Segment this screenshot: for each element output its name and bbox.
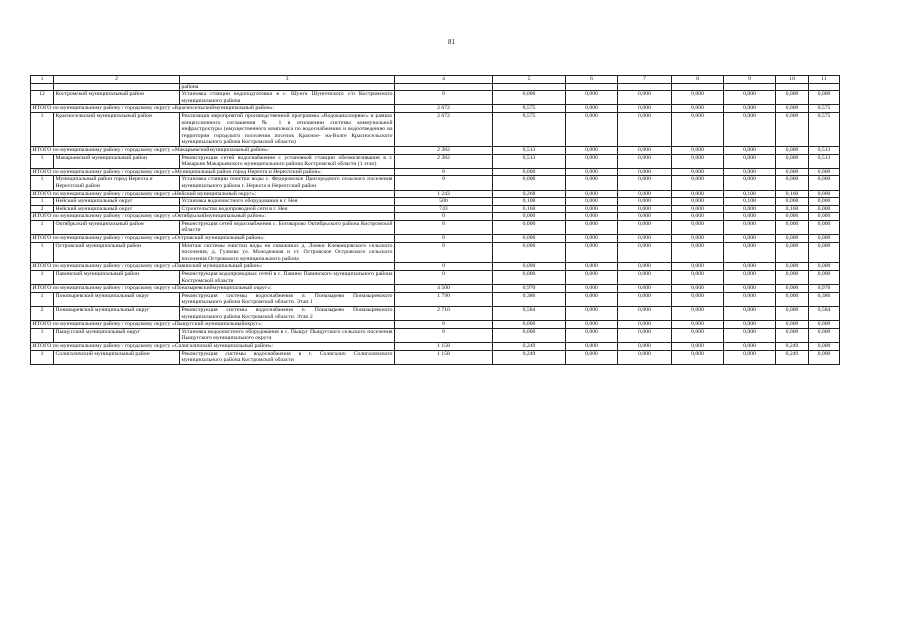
- table-row: [31, 112, 840, 146]
- value-cell: 0,000: [724, 168, 776, 176]
- value-cell: 0,000: [776, 321, 809, 329]
- municipality-name: Пыщугский муниципальный округ: [54, 328, 180, 342]
- subtotal-row: [31, 235, 840, 243]
- table-row: [31, 154, 840, 168]
- value-cell: 0,000: [566, 271, 618, 285]
- value-cell: 0,513: [493, 154, 566, 168]
- value-cell: 0,000: [566, 91, 618, 105]
- value-cell: 0,000: [493, 235, 566, 243]
- value-cell: 0,000: [724, 242, 776, 263]
- column-number-header-row: [31, 76, 840, 84]
- table-row: [31, 220, 840, 234]
- value-cell: 0,000: [566, 205, 618, 213]
- header-cell: 3: [180, 76, 395, 84]
- value-cell: 0,000: [672, 112, 724, 146]
- header-cell: 9: [724, 76, 776, 84]
- value-cell: 0,000: [776, 292, 809, 306]
- measure-description: Установка станции очистки воды с. Федоровское Пригородного сельского поселения муниципального района г. Нерехта и Нерехтский район: [181, 176, 393, 189]
- value-cell: 0: [395, 213, 493, 221]
- value-cell: 0,249: [776, 350, 809, 364]
- value-cell: 0,000: [493, 213, 566, 221]
- value-cell: 0,000: [724, 328, 776, 342]
- value-cell: 0,000: [724, 146, 776, 154]
- value-cell: 0,000: [618, 271, 672, 285]
- value-cell: 0,000: [724, 350, 776, 364]
- value-cell: [809, 83, 840, 91]
- header-cell: 1: [31, 76, 54, 84]
- municipality-name: Поназыревский муниципальный округ: [54, 307, 180, 321]
- subtotal-label: ИТОГО по муниципальному району / городскому округу «Павинский муниципальный район»:: [31, 263, 395, 271]
- value-cell: 0,000: [672, 154, 724, 168]
- value-cell: 0,000: [493, 91, 566, 105]
- value-cell: 0,000: [776, 242, 809, 263]
- value-cell: 0,000: [566, 285, 618, 293]
- value-cell: 0,000: [618, 321, 672, 329]
- value-cell: 0,000: [776, 154, 809, 168]
- value-cell: 0,000: [809, 220, 840, 234]
- value-cell: 0,000: [618, 154, 672, 168]
- value-cell: 0,000: [566, 105, 618, 113]
- subtotal-row: [31, 321, 840, 329]
- value-cell: 0,000: [672, 350, 724, 364]
- row-number: 1: [31, 242, 54, 263]
- value-cell: 0,000: [672, 213, 724, 221]
- value-cell: 0,000: [776, 176, 809, 190]
- header-cell: 10: [776, 76, 809, 84]
- subtotal-label: ИТОГО по муниципальному району / городскому округу «Муниципальный район город Нерехта и Нерехтский район»:: [31, 168, 395, 176]
- subtotal-row: [31, 190, 840, 198]
- value-cell: 0: [395, 91, 493, 105]
- row-number: 1: [31, 176, 54, 190]
- value-cell: 0,000: [776, 168, 809, 176]
- value-cell: 0,000: [566, 198, 618, 206]
- value-cell: 0,160: [776, 190, 809, 198]
- value-cell: 0,000: [809, 321, 840, 329]
- value-cell: 0,000: [566, 220, 618, 234]
- subtotal-row: [31, 105, 840, 113]
- value-cell: 0,000: [809, 342, 840, 350]
- subtotal-row: [31, 285, 840, 293]
- value-cell: 0,000: [724, 285, 776, 293]
- measure-description: Монтаж системы очистки воды на скважинах д. Ломки Клеванцовского сельского поселения, д. Гулкова ул. Молодежная и ст. Островское Островского сельского поселения Островского муниципального района: [181, 242, 393, 262]
- value-cell: 0,000: [776, 328, 809, 342]
- value-cell: 0,000: [566, 168, 618, 176]
- value-cell: 2 710: [395, 307, 493, 321]
- value-cell: 0,000: [493, 263, 566, 271]
- value-cell: [566, 83, 618, 91]
- value-cell: [618, 83, 672, 91]
- municipality-name: Муниципальный район город Нерехта и Нерехтский район: [54, 176, 180, 190]
- value-cell: 0,000: [724, 154, 776, 168]
- value-cell: 0,000: [724, 321, 776, 329]
- value-cell: 0,000: [566, 328, 618, 342]
- value-cell: 0,000: [672, 176, 724, 190]
- value-cell: 0,000: [493, 328, 566, 342]
- value-cell: 0,000: [566, 235, 618, 243]
- value-cell: 0,000: [809, 271, 840, 285]
- value-cell: 0,000: [672, 190, 724, 198]
- measure-description: Реконструкция сетей водоснабжения с установкой станции обезжелезивания в г. Макарьев Макарьевского муниципального района Костромской области (1 этап): [181, 154, 393, 168]
- subtotal-label: ИТОГО по муниципальному району / городскому округу «Макарьевскиймуниципальный район»:: [31, 146, 395, 154]
- value-cell: 0,000: [566, 146, 618, 154]
- value-cell: 0,000: [566, 321, 618, 329]
- value-cell: 0,000: [809, 91, 840, 105]
- row-number: 2: [31, 307, 54, 321]
- measure-description: Установка станции водоподготовки в с. Шунга Шунгенского с/п Костромского муниципального района: [181, 91, 393, 104]
- value-cell: 2 382: [395, 146, 493, 154]
- value-cell: [724, 83, 776, 91]
- value-cell: 0,000: [618, 198, 672, 206]
- value-cell: 0,000: [776, 220, 809, 234]
- value-cell: 0,000: [618, 213, 672, 221]
- value-cell: 0,000: [672, 342, 724, 350]
- value-cell: 0,000: [672, 271, 724, 285]
- value-cell: 0,000: [566, 263, 618, 271]
- subtotal-row: [31, 342, 840, 350]
- value-cell: 0,513: [493, 146, 566, 154]
- table-row: [31, 205, 840, 213]
- value-cell: 0,000: [724, 205, 776, 213]
- value-cell: 0,000: [776, 91, 809, 105]
- value-cell: 0,000: [672, 220, 724, 234]
- table-row: [31, 176, 840, 190]
- municipality-name: Солигаличский муниципальный район: [54, 350, 180, 364]
- value-cell: 0,000: [618, 242, 672, 263]
- value-cell: 0,000: [618, 292, 672, 306]
- measure-description: Реализация мероприятий производственной программы «Водоканалсервис» в рамках концессионного соглашения № 1 в отношении системы коммунальной инфраструктуры (имущественного комплекса по водоснабжению и водоотведению на территории городского поселения поселок Красное- на-Волге Красносельского муниципального района Костромской области): [181, 112, 393, 146]
- subtotal-label: ИТОГО по муниципальному району / городскому округу «Нейский муниципальный округ»:: [31, 190, 395, 198]
- investment-program-table: [30, 75, 840, 365]
- value-cell: 0,000: [776, 213, 809, 221]
- table-row: [31, 242, 840, 263]
- value-cell: 0,970: [809, 285, 840, 293]
- value-cell: 4 500: [395, 285, 493, 293]
- value-cell: 0,000: [566, 176, 618, 190]
- row-number: 2: [31, 205, 54, 213]
- value-cell: 0,575: [493, 112, 566, 146]
- value-cell: 0,000: [566, 154, 618, 168]
- value-cell: 0,000: [618, 307, 672, 321]
- value-cell: 0,000: [566, 190, 618, 198]
- value-cell: 0,108: [493, 198, 566, 206]
- value-cell: 0,000: [618, 263, 672, 271]
- value-cell: 0,970: [493, 285, 566, 293]
- value-cell: 0,000: [672, 91, 724, 105]
- value-cell: 0: [395, 321, 493, 329]
- value-cell: 0,000: [776, 198, 809, 206]
- subtotal-label: ИТОГО по муниципальному району / городскому округу «Пыщугский муниципальныйокруг»:: [31, 321, 395, 329]
- value-cell: 0,000: [618, 285, 672, 293]
- value-cell: 0,249: [493, 350, 566, 364]
- value-cell: 0,575: [809, 112, 840, 146]
- value-cell: 743: [395, 205, 493, 213]
- value-cell: 0,000: [618, 220, 672, 234]
- value-cell: 0,000: [493, 321, 566, 329]
- value-cell: 0,249: [493, 342, 566, 350]
- value-cell: 0,000: [618, 342, 672, 350]
- value-cell: 0,000: [809, 263, 840, 271]
- value-cell: 0,000: [618, 328, 672, 342]
- header-cell: 2: [54, 76, 180, 84]
- value-cell: 0,000: [672, 198, 724, 206]
- value-cell: 0,513: [809, 154, 840, 168]
- subtotal-row: [31, 213, 840, 221]
- value-cell: 0,000: [809, 205, 840, 213]
- header-cell: 5: [493, 76, 566, 84]
- value-cell: 0,000: [566, 342, 618, 350]
- value-cell: 0,000: [724, 271, 776, 285]
- value-cell: 0,000: [618, 168, 672, 176]
- value-cell: 1 243: [395, 190, 493, 198]
- value-cell: 0,000: [672, 307, 724, 321]
- subtotal-row: [31, 263, 840, 271]
- header-cell: 6: [566, 76, 618, 84]
- municipality-name: Макарьевский муниципальный район: [54, 154, 180, 168]
- value-cell: [776, 83, 809, 91]
- table-row: [31, 328, 840, 342]
- value-cell: 0,000: [724, 112, 776, 146]
- value-cell: 0,000: [776, 235, 809, 243]
- value-cell: 0,000: [672, 168, 724, 176]
- table-row: [31, 307, 840, 321]
- measure-description: Реконструкция системы водоснабжения п. Поназырево Поназыревского муниципального района Костромской области. Этап 1: [181, 292, 393, 306]
- value-cell: 0,000: [618, 235, 672, 243]
- value-cell: 0: [395, 235, 493, 243]
- value-cell: [395, 83, 493, 91]
- page-number: 81: [448, 38, 455, 46]
- value-cell: 0: [395, 242, 493, 263]
- table-row: [31, 292, 840, 306]
- value-cell: 0,000: [724, 105, 776, 113]
- table-row: [31, 91, 840, 105]
- value-cell: 0,000: [809, 168, 840, 176]
- value-cell: 0,268: [493, 190, 566, 198]
- value-cell: 0,000: [809, 198, 840, 206]
- value-cell: 0,386: [493, 292, 566, 306]
- value-cell: 0: [395, 220, 493, 234]
- value-cell: 0,000: [672, 242, 724, 263]
- value-cell: 0: [395, 271, 493, 285]
- row-number: 1: [31, 328, 54, 342]
- value-cell: 0,000: [776, 307, 809, 321]
- value-cell: 2 672: [395, 112, 493, 146]
- value-cell: 0,000: [618, 176, 672, 190]
- value-cell: 0,000: [672, 328, 724, 342]
- row-number: [31, 83, 54, 91]
- subtotal-label: ИТОГО по муниципальному району / городскому округу «Октябрьскиймуниципальный район»:: [31, 213, 395, 221]
- header-cell: 7: [618, 76, 672, 84]
- value-cell: 0,000: [776, 271, 809, 285]
- value-cell: 0,000: [566, 307, 618, 321]
- value-cell: 0,000: [809, 235, 840, 243]
- value-cell: 0,000: [776, 105, 809, 113]
- subtotal-label: ИТОГО по муниципальному району / городскому округу «Островский муниципальный район»:: [31, 235, 395, 243]
- value-cell: 0,000: [809, 213, 840, 221]
- value-cell: 0,000: [809, 176, 840, 190]
- value-cell: 0,000: [724, 91, 776, 105]
- measure-description: Реконструкция водопроводных сетей в с. Павино Павинского муниципального района Костромской области: [181, 271, 393, 284]
- subtotal-row: [31, 168, 840, 176]
- value-cell: 0,108: [724, 190, 776, 198]
- value-cell: 0,000: [618, 190, 672, 198]
- value-cell: 0,000: [809, 350, 840, 364]
- municipality-name: [54, 83, 180, 91]
- municipality-name: Павинский муниципальный район: [54, 271, 180, 285]
- header-cell: 8: [672, 76, 724, 84]
- subtotal-label: ИТОГО по муниципальному району / городскому округу «Красносельскиймуниципальный район»:: [31, 105, 395, 113]
- value-cell: 0,108: [724, 198, 776, 206]
- value-cell: 0,000: [566, 112, 618, 146]
- value-cell: 1 158: [395, 342, 493, 350]
- value-cell: 0,386: [809, 292, 840, 306]
- row-number: 1: [31, 271, 54, 285]
- value-cell: 0,000: [724, 307, 776, 321]
- value-cell: 0,000: [672, 321, 724, 329]
- value-cell: 0,000: [724, 263, 776, 271]
- row-number: 1: [31, 350, 54, 364]
- row-number: 12: [31, 91, 54, 105]
- measure-description: Реконструкция системы водоснабжения в г. Солигалич Солигаличского муниципального района Костромской области: [181, 350, 393, 364]
- header-cell: 11: [809, 76, 840, 84]
- header-cell: 4: [395, 76, 493, 84]
- municipality-name: Нейский муниципальный округ: [54, 205, 180, 213]
- value-cell: 1 158: [395, 350, 493, 364]
- value-cell: 0,249: [776, 342, 809, 350]
- value-cell: 0,160: [776, 205, 809, 213]
- value-cell: 0,000: [672, 105, 724, 113]
- municipality-name: Костромской муниципальный район: [54, 91, 180, 105]
- value-cell: 0,000: [672, 285, 724, 293]
- municipality-name: Октябрьский муниципальный район: [54, 220, 180, 234]
- value-cell: 0,000: [618, 350, 672, 364]
- table-row: [31, 198, 840, 206]
- value-cell: 0,000: [618, 112, 672, 146]
- value-cell: 0,000: [724, 235, 776, 243]
- municipality-name: Красносельский муниципальный район: [54, 112, 180, 146]
- value-cell: 0: [395, 176, 493, 190]
- municipality-name: Поназыревский муниципальный округ: [54, 292, 180, 306]
- subtotal-label: ИТОГО по муниципальному району / городскому округу «Поназыревскиймуниципальный округ»:: [31, 285, 395, 293]
- value-cell: 0,584: [493, 307, 566, 321]
- value-cell: 0,000: [809, 242, 840, 263]
- value-cell: 0,160: [493, 205, 566, 213]
- value-cell: 0,000: [724, 342, 776, 350]
- value-cell: 0,575: [809, 105, 840, 113]
- value-cell: 0,575: [493, 105, 566, 113]
- measure-description: Строительство водопроводной сети в г. Нея: [180, 205, 395, 213]
- subtotal-row: [31, 146, 840, 154]
- value-cell: 2 672: [395, 105, 493, 113]
- value-cell: [672, 83, 724, 91]
- value-cell: 500: [395, 198, 493, 206]
- value-cell: 0,000: [672, 235, 724, 243]
- value-cell: 0,000: [618, 91, 672, 105]
- municipality-name: Нейский муниципальный округ: [54, 198, 180, 206]
- table-row: [31, 271, 840, 285]
- value-cell: [493, 83, 566, 91]
- value-cell: 0,000: [618, 146, 672, 154]
- value-cell: 0,000: [809, 190, 840, 198]
- measure-description: Установка водоочистного оборудования в с. Пыщуг Пыщугского сельского поселения Пыщугского муниципального округа: [181, 328, 393, 342]
- value-cell: 0,000: [566, 350, 618, 364]
- value-cell: 0,000: [672, 146, 724, 154]
- value-cell: 0,000: [566, 292, 618, 306]
- row-number: 1: [31, 292, 54, 306]
- value-cell: 0,000: [672, 292, 724, 306]
- measure-description: Реконструкция системы водоснабжения п. Поназырево Поназыревского муниципального района Костромской области. Этап 2: [181, 307, 393, 320]
- row-number: 1: [31, 220, 54, 234]
- value-cell: 0,000: [566, 213, 618, 221]
- value-cell: 0,000: [493, 168, 566, 176]
- value-cell: 0,513: [809, 146, 840, 154]
- value-cell: 0,000: [566, 242, 618, 263]
- measure-description: Реконструкция сетей водоснабжения с. Боговарово Октябрьского района Костромской области: [181, 220, 393, 234]
- measure-description: района: [180, 83, 395, 91]
- value-cell: 0,584: [809, 307, 840, 321]
- value-cell: 0,000: [724, 292, 776, 306]
- measure-description: Установка водоочистного оборудования в г. Нея: [180, 198, 395, 206]
- value-cell: 0,000: [776, 285, 809, 293]
- row-number: 1: [31, 112, 54, 146]
- value-cell: 0,000: [618, 205, 672, 213]
- value-cell: 0: [395, 263, 493, 271]
- value-cell: 0,000: [724, 176, 776, 190]
- value-cell: 0,000: [493, 242, 566, 263]
- value-cell: 0,000: [776, 263, 809, 271]
- continuation-row: [31, 83, 840, 91]
- table-row: [31, 350, 840, 364]
- value-cell: 2 382: [395, 154, 493, 168]
- row-number: 1: [31, 198, 54, 206]
- value-cell: 0: [395, 168, 493, 176]
- value-cell: 0,000: [724, 220, 776, 234]
- value-cell: 0,000: [724, 213, 776, 221]
- value-cell: 0: [395, 328, 493, 342]
- value-cell: 0,000: [672, 205, 724, 213]
- value-cell: 0,000: [493, 271, 566, 285]
- value-cell: 0,000: [672, 263, 724, 271]
- value-cell: 0,000: [776, 146, 809, 154]
- value-cell: 0,000: [809, 328, 840, 342]
- value-cell: 0,000: [618, 105, 672, 113]
- value-cell: 0,000: [493, 176, 566, 190]
- value-cell: 0,000: [493, 220, 566, 234]
- value-cell: 0,000: [776, 112, 809, 146]
- municipality-name: Островский муниципальный район: [54, 242, 180, 263]
- row-number: 1: [31, 154, 54, 168]
- subtotal-label: ИТОГО по муниципальному району / городскому округу «Солигаличский муниципальный район»:: [31, 342, 395, 350]
- value-cell: 1 790: [395, 292, 493, 306]
